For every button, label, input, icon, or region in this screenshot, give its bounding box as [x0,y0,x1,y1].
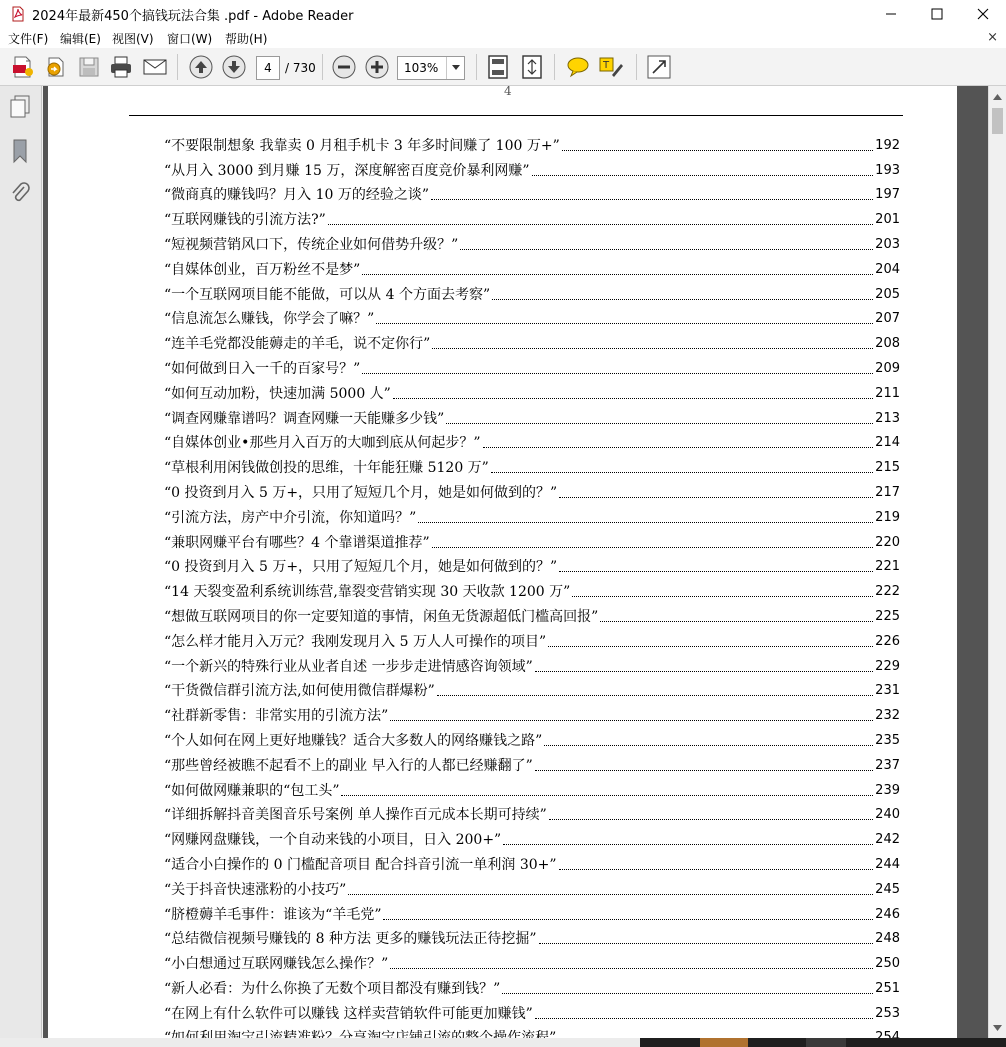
highlight-icon[interactable] [598,54,624,80]
vertical-scrollbar[interactable] [988,86,1006,1038]
open-icon[interactable] [43,54,69,80]
toc-entry-page: 242 [875,832,900,848]
toc-entry-title: “社群新零售：非常实用的引流方法” [164,708,389,725]
toc-entry-title: “短视频营销风口下，传统企业如何借势升级？” [164,236,459,253]
page-number-input[interactable]: 4 [256,56,280,80]
toc-entry-page: 250 [875,956,900,972]
toc-leader-dots [572,596,873,597]
scroll-down-icon[interactable] [989,1019,1006,1036]
toc-entry[interactable] [164,750,900,775]
toolbar [0,48,1006,86]
taskbar-segment [700,1038,748,1047]
toc-entry-title: “自媒体创业•那些月入百万的大咖到底从何起步？” [164,435,481,452]
toc-entry[interactable] [164,254,900,279]
toc-entry-title: “从月入 3000 到月赚 15 万，深度解密百度竞价暴利网赚” [164,162,530,179]
toc-entry-title: “引流方法，房产中介引流，你知道吗？” [164,509,417,526]
toc-leader-dots [362,373,873,374]
toc-entry-page: 235 [875,732,900,748]
toc-entry[interactable] [164,279,900,304]
svg-text:T: T [603,60,610,71]
toc-entry-page: 197 [875,187,900,203]
menu-bar [0,28,1006,48]
toc-entry-title: “小白想通过互联网赚钱怎么操作？” [164,956,389,973]
fit-width-icon[interactable] [519,54,545,80]
toolbar-separator [636,54,637,80]
toc-entry-title: “干货微信群引流方法,如何使用微信群爆粉” [164,683,435,700]
header-rule [129,115,903,116]
toc-entry-title: “互联网赚钱的引流方法?” [164,212,326,229]
toc-entry[interactable] [164,601,900,626]
menu-window[interactable]: 窗口(W) [167,32,213,46]
toc-leader-dots [559,571,873,572]
toc-entry-page: 203 [875,236,900,252]
scrollbar-thumb[interactable] [992,108,1003,134]
toc-entry[interactable] [164,130,900,155]
toc-entry-title: “不要限制想象 我靠卖 0 月租手机卡 3 年多时间赚了 100 万+” [164,137,560,154]
prev-page-icon[interactable] [188,54,214,80]
toc-leader-dots [376,323,873,324]
toc-leader-dots [446,423,873,424]
print-icon[interactable] [108,54,134,80]
toc-leader-dots [503,844,873,845]
toc-leader-dots [492,299,873,300]
toc-entry[interactable] [164,378,900,403]
close-window-button[interactable] [960,0,1006,28]
toc-entry[interactable] [164,204,900,229]
toc-entry-title: “微商真的赚钱吗？月入 10 万的经验之谈” [164,187,430,204]
toc-entry[interactable] [164,576,900,601]
toc-leader-dots [437,695,873,696]
toc-entry-page: 209 [875,360,900,376]
toc-leader-dots [600,621,873,622]
toc-entry-title: “一个互联网项目能不能做，可以从 4 个方面去考察” [164,286,491,303]
toc-entry-page: 193 [875,162,900,178]
toc-entry-title: “在网上有什么软件可以赚钱 这样卖营销软件可能更加赚钱” [164,1005,533,1022]
toc-entry-page: 245 [875,881,900,897]
fit-page-icon[interactable] [485,54,511,80]
toc-entry-page: 204 [875,261,900,277]
toc-leader-dots [383,919,873,920]
toc-leader-dots [548,646,873,647]
zoom-out-icon[interactable] [331,54,357,80]
menu-edit[interactable]: 编辑(E) [60,32,101,46]
toc-leader-dots [362,274,873,275]
toc-entry-page: 220 [875,534,900,550]
close-document-button[interactable]: × [987,30,998,45]
toc-entry-title: “想做互联网项目的你一定要知道的事情，闲鱼无货源超低门槛高回报” [164,608,599,625]
toc-leader-dots [502,993,873,994]
toc-leader-dots [539,943,874,944]
scroll-up-icon[interactable] [989,88,1006,105]
toc-entry[interactable] [164,651,900,676]
toc-leader-dots [544,745,873,746]
toc-entry-page: 219 [875,509,900,525]
toc-entry-page: 213 [875,410,900,426]
toc-entry[interactable] [164,973,900,998]
toc-leader-dots [390,720,873,721]
toc-entry-title: “兼职网赚平台有哪些？4 个靠谱渠道推荐” [164,534,430,551]
toc-entry-page: 217 [875,484,900,500]
toc-entry-title: “怎么样才能月入万元？我刚发现月入 5 万人人可操作的项目” [164,633,547,650]
fullscreen-icon[interactable] [646,54,672,80]
save-icon[interactable] [76,54,102,80]
toc-entry-page: 222 [875,584,900,600]
toc-leader-dots [432,547,874,548]
menu-file[interactable]: 文件(F) [8,32,49,46]
taskbar-segment [806,1038,846,1047]
toc-entry-page: 207 [875,311,900,327]
toc-entry[interactable] [164,229,900,254]
window-title: 2024年最新450个搞钱玩法合集 .pdf - Adobe Reader [32,9,354,24]
toc-entry-page: 253 [875,1005,900,1021]
toc-entry-title: “连羊毛党都没能薅走的羊毛，说不定你行” [164,336,431,353]
toc-entry[interactable] [164,800,900,825]
toc-entry-page: 229 [875,658,900,674]
next-page-icon[interactable] [221,54,247,80]
toc-entry-title: “总结微信视频号赚钱的 8 种方法 更多的赚钱玩法正待挖掘” [164,931,537,948]
toc-entry-title: “如何互动加粉，快速加满 5000 人” [164,385,391,402]
toc-entry[interactable] [164,676,900,701]
toc-entry[interactable] [164,353,900,378]
toc-leader-dots [341,795,873,796]
chevron-down-icon[interactable] [446,57,464,79]
toc-entry-page: 215 [875,460,900,476]
toc-entry-page: 244 [875,856,900,872]
toc-entry-title: “如何做网赚兼职的“包工头” [164,782,340,799]
toc-entry-title: “信息流怎么赚钱，你学会了嘛？” [164,311,375,328]
maximize-button[interactable] [914,0,960,28]
toc-leader-dots [535,770,873,771]
toc-entry-page: 237 [875,757,900,773]
page-header-number: 4 [504,84,512,98]
toc-entry-page: 239 [875,782,900,798]
toc-entry-page: 205 [875,286,900,302]
taskbar-segment [0,1038,640,1047]
toc-entry[interactable] [164,824,900,849]
title-bar [0,0,1006,28]
toc-entry-page: 225 [875,608,900,624]
toc-entry-page: 248 [875,931,900,947]
toc-entry-title: “0 投资到月入 5 万+，只用了短短几个月，她是如何做到的？” [164,484,558,501]
toc-leader-dots [390,968,873,969]
zoom-select[interactable] [397,56,465,80]
toc-entry-title: “那些曾经被瞧不起看不上的副业 早入行的人都已经赚翻了” [164,757,533,774]
toc-entry-page: 246 [875,906,900,922]
pdf-app-icon [10,6,26,22]
toc-entry[interactable] [164,700,900,725]
toc-entry[interactable] [164,552,900,577]
toc-leader-dots [393,398,873,399]
toc-entry-page: 251 [875,980,900,996]
toc-entry[interactable] [164,626,900,651]
toc-entry-page: 214 [875,435,900,451]
toc-entry-title: “14 天裂变盈利系统训练营,靠裂变营销实现 30 天收款 1200 万” [164,584,571,601]
toc-entry[interactable] [164,775,900,800]
toc-entry[interactable] [164,428,900,453]
comment-icon[interactable] [565,54,591,80]
email-icon[interactable] [142,54,168,80]
minimize-button[interactable] [868,0,914,28]
toc-entry[interactable] [164,304,900,329]
taskbar-strip [0,1038,1006,1047]
toc-leader-dots [460,249,873,250]
toc-leader-dots [431,199,873,200]
toc-entry-title: “详细拆解抖音美图音乐号案例 单人操作百元成本长期可持续” [164,807,547,824]
toc-entry[interactable] [164,849,900,874]
toc-entry-title: “0 投资到月入 5 万+，只用了短短几个月，她是如何做到的？” [164,559,558,576]
toc-entry-title: “如何做到日入一千的百家号？” [164,360,361,377]
toc-leader-dots [348,894,873,895]
toc-leader-dots [535,671,873,672]
zoom-value: 103% [404,61,439,75]
table-of-contents [164,130,900,1047]
toc-entry-title: “脐橙薅羊毛事件：谁该为“羊毛党” [164,906,382,923]
toc-entry[interactable] [164,452,900,477]
toc-entry-title: “自媒体创业，百万粉丝不是梦” [164,261,361,278]
toc-entry[interactable] [164,874,900,899]
toc-entry-page: 192 [875,137,900,153]
toc-leader-dots [418,522,873,523]
toc-entry-page: 201 [875,212,900,228]
toc-leader-dots [328,224,873,225]
toc-entry-page: 232 [875,708,900,724]
toc-leader-dots [483,447,874,448]
toc-entry[interactable] [164,155,900,180]
toc-leader-dots [535,1018,873,1019]
toc-entry[interactable] [164,180,900,205]
toc-entry[interactable] [164,527,900,552]
toc-entry-page: 221 [875,559,900,575]
toc-entry[interactable] [164,477,900,502]
toc-entry-title: “新人必看：为什么你换了无数个项目都没有赚到钱？” [164,980,501,997]
menu-view[interactable]: 视图(V) [112,32,154,46]
toc-entry[interactable] [164,899,900,924]
toc-entry[interactable] [164,924,900,949]
page-total-label: / 730 [285,61,316,75]
toc-entry-title: “关于抖音快速涨粉的小技巧” [164,881,347,898]
toc-entry[interactable] [164,948,900,973]
toc-leader-dots [432,348,873,349]
toc-leader-dots [491,472,873,473]
toc-entry-page: 211 [875,385,900,401]
toc-leader-dots [532,175,874,176]
pages-icon[interactable] [8,94,32,120]
navigation-pane [0,86,42,1038]
zoom-in-icon[interactable] [364,54,390,80]
toc-entry-title: “调查网赚靠谱吗？调查网赚一天能赚多少钱” [164,410,445,427]
toc-leader-dots [549,819,873,820]
toolbar-separator [476,54,477,80]
toc-entry-title: “草根利用闲钱做创投的思维，十年能狂赚 5120 万” [164,460,489,477]
toc-entry-title: “个人如何在网上更好地赚钱？适合大多数人的网络赚钱之路” [164,732,543,749]
toolbar-separator [554,54,555,80]
toc-entry[interactable] [164,725,900,750]
pdf-page [48,86,957,1038]
toc-entry-title: “适合小白操作的 0 门槛配音项目 配合抖音引流一单利润 30+” [164,856,557,873]
toc-entry-title: “网赚网盘赚钱，一个自动来钱的小项目，日入 200+” [164,832,502,849]
attachment-icon[interactable] [8,180,32,206]
toc-entry-page: 208 [875,336,900,352]
toc-entry[interactable] [164,998,900,1023]
toc-entry[interactable] [164,403,900,428]
toc-entry-page: 240 [875,807,900,823]
toc-leader-dots [559,497,873,498]
bookmark-icon[interactable] [8,138,32,164]
toc-entry-page: 226 [875,633,900,649]
menu-help[interactable]: 帮助(H) [225,32,268,46]
toc-leader-dots [562,150,873,151]
create-pdf-icon[interactable] [10,54,36,80]
toc-entry-page: 231 [875,683,900,699]
toc-entry[interactable] [164,328,900,353]
toolbar-separator [177,54,178,80]
toc-leader-dots [559,869,874,870]
toolbar-separator [322,54,323,80]
toc-entry[interactable] [164,502,900,527]
toc-entry-title: “一个新兴的特殊行业从业者自述 一步步走进情感咨询领域” [164,658,533,675]
